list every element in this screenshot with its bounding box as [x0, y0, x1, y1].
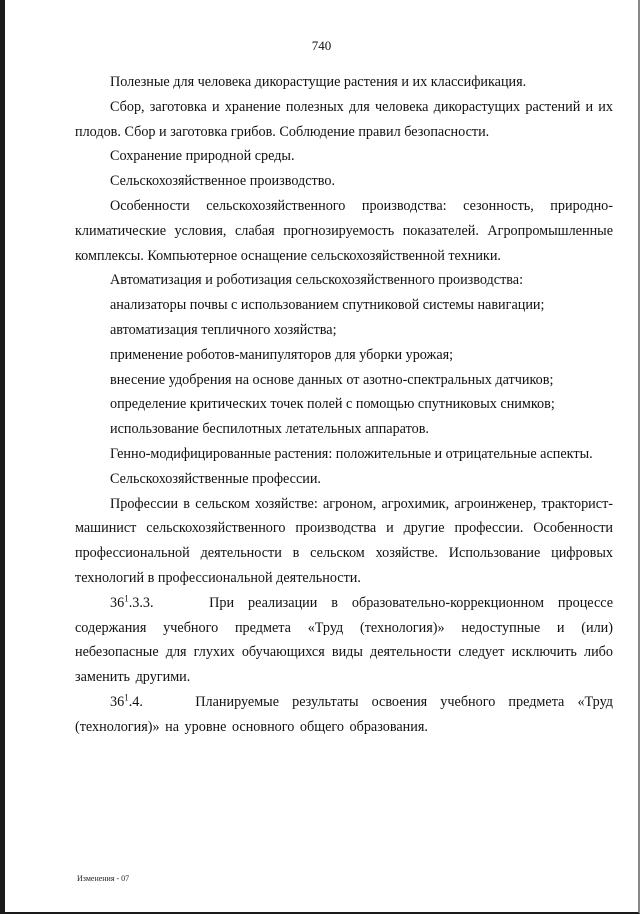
section-number: $36^1.3.3$.: [110, 593, 154, 611]
paragraph: Генно-модифицированные растения: положительные и отрицательные аспекты.: [110, 445, 593, 462]
section-text: При реализации в образовательно-коррекционном процессе содержания учебного предмета «Труд (технология)» недоступные и (или) небезопасные для глухих обучающихся виды деятельности следует исключить либо заменить другими.: [75, 594, 614, 686]
list-item: применение роботов-манипуляторов для уборки урожая;: [110, 346, 454, 363]
paragraph: Особенности сельскохозяйственного производства: сезонность, природно-климатические условия, слабая прогнозируемость показателей. Агропромышленные комплексы. Компьютерное оснащение сельскохозяйственной техники.: [75, 197, 613, 264]
footer-note: Изменения - 07: [77, 874, 130, 883]
paragraph: Профессии в сельском хозяйстве: агроном, агрохимик, агроинженер, тракторист-машинист сельскохозяйственного производства и другие профессии. Особенности профессиональной деятельности в сельском хозяйстве. Использование цифровых технологий в профессиональной деятельности.: [75, 495, 613, 586]
body-text: [75, 70, 613, 740]
paragraph: Автоматизация и роботизация сельскохозяйственного производства:: [110, 272, 524, 289]
page-number: 740: [311, 38, 332, 53]
section-3-3: [75, 591, 613, 690]
paragraph: Сбор, заготовка и хранение полезных для человека дикорастущих растений и их плодов. Сбор и заготовка грибов. Соблюдение правил безопасности.: [75, 98, 613, 140]
paragraph: Сельскохозяйственные профессии.: [110, 470, 321, 487]
list-item: использование беспилотных летательных аппаратов.: [110, 421, 429, 438]
paragraph: Полезные для человека дикорастущие растения и их классификация.: [110, 74, 527, 90]
list-item: анализаторы почвы с использованием спутниковой системы навигации;: [110, 297, 545, 314]
list-item: определение критических точек полей с помощью спутниковых снимков;: [110, 396, 555, 413]
list-item: внесение удобрения на основе данных от азотно-спектральных датчиков;: [110, 371, 554, 388]
section-text: Планируемые результаты освоения учебного предмета «Труд (технология)» на уровне основного общего образования.: [75, 693, 614, 735]
section-number: $36^1.4$.: [110, 692, 143, 710]
section-4: [75, 690, 613, 740]
paragraph: Сохранение природной среды.: [110, 148, 295, 165]
paragraph: Сельскохозяйственное производство.: [110, 173, 335, 190]
list-item: автоматизация тепличного хозяйства;: [110, 321, 337, 338]
